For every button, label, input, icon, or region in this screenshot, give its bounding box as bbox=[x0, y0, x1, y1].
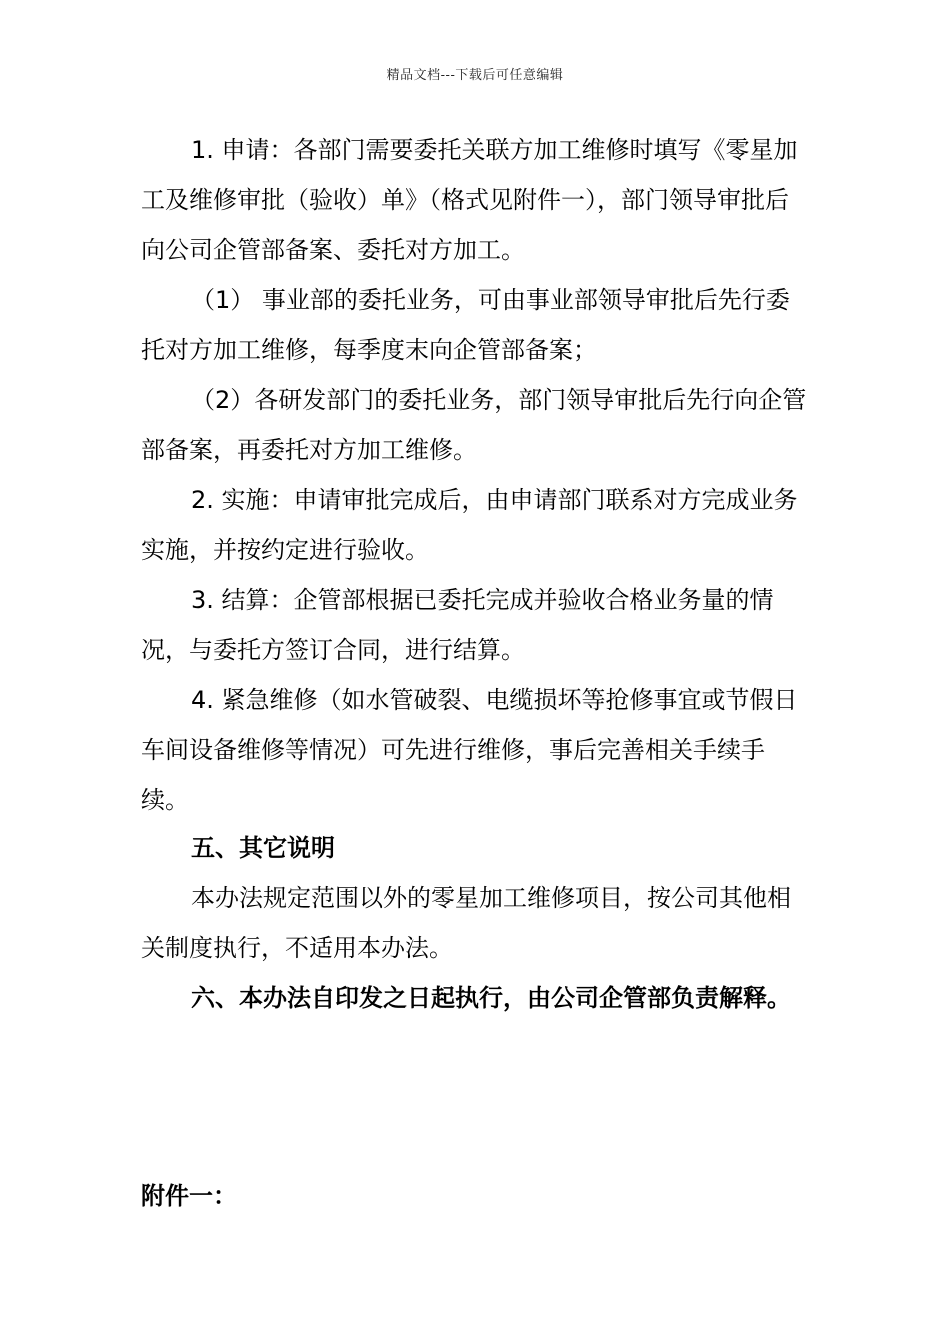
paragraph-emergency: 4. 紧急维修（如水管破裂、电缆损坏等抢修事宜或节假日车间设备维修等情况）可先进行维修，事后完善相关手续手续。 bbox=[141, 686, 798, 814]
paragraph-apply-sub-2: （2）各研发部门的委托业务，部门领导审批后先行向企管部备案，再委托对方加工维修。 bbox=[141, 386, 807, 464]
paragraph-apply-sub-1: （1） 事业部的委托业务，可由事业部领导审批后先行委托对方加工维修，每季度末向企管部备案； bbox=[141, 286, 790, 364]
section-five-body: 本办法规定范围以外的零星加工维修项目，按公司其他相关制度执行，不适用本办法。 bbox=[141, 884, 791, 962]
page-header: 精品文档---下载后可任意编辑 bbox=[386, 68, 564, 83]
section-five-heading: 五、其它说明 bbox=[191, 834, 335, 862]
paragraph-apply: 1. 申请：各部门需要委托关联方加工维修时填写《零星加工及维修审批（验收）单》（格式见附件一），部门领导审批后向公司企管部备案、委托对方加工。 bbox=[141, 136, 798, 264]
paragraph-implement: 2. 实施：申请审批完成后，由申请部门联系对方完成业务实施，并按约定进行验收。 bbox=[141, 486, 798, 564]
section-six: 六、本办法自印发之日起执行，由公司企管部负责解释。 bbox=[191, 984, 791, 1012]
attachment-label: 附件一： bbox=[141, 1182, 237, 1210]
paragraph-settlement: 3. 结算：企管部根据已委托完成并验收合格业务量的情况，与委托方签订合同，进行结算。 bbox=[141, 586, 774, 664]
